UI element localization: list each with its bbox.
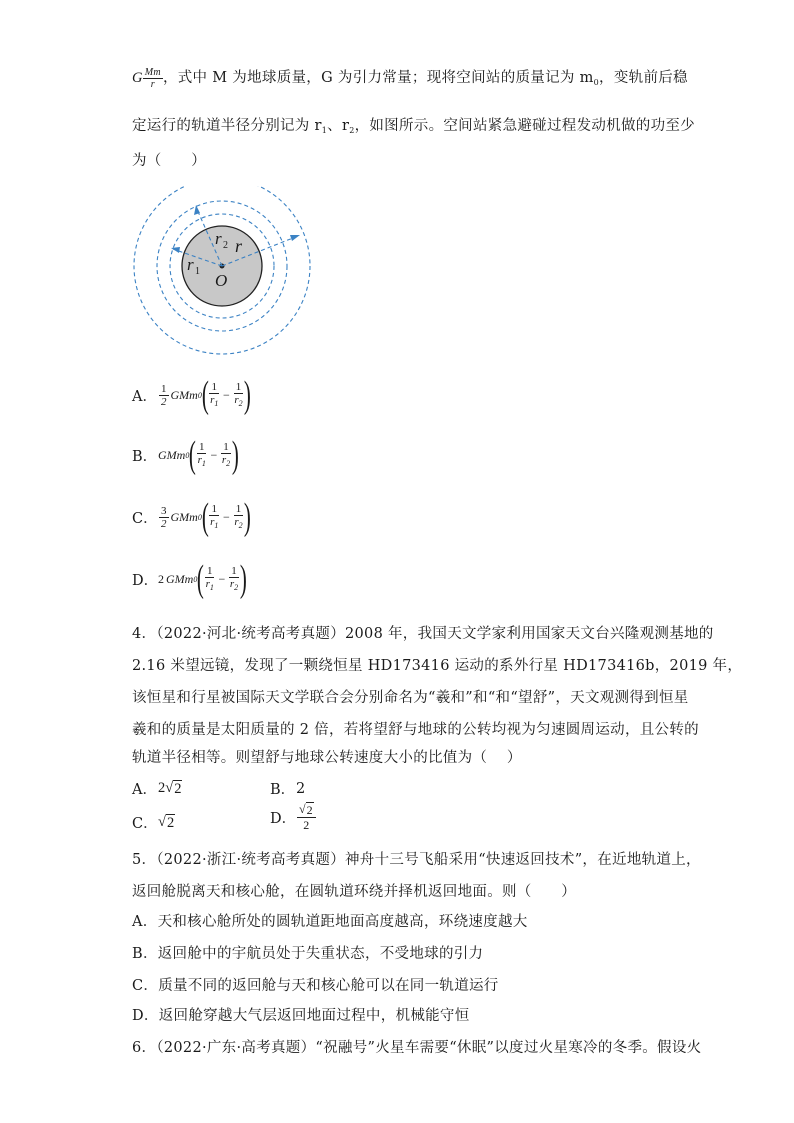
label-r1: r (187, 255, 194, 274)
right-paren: ) (244, 374, 252, 416)
q4-line-5: 轨道半径相等。则望舒与地球公转速度大小的比值为（ ） (132, 750, 522, 766)
q3-option-c[interactable]: C． $\frac{3}{2}$ GMm 0 ( $\frac{1}{r_1}$ − $\frac{1}{r_2}$ ) (132, 496, 252, 538)
intro-line-1: G $\frac{Mm}{r}$ ，式中 M 为地球质量，G 为引力常量；现将空间站的质量记为 $m_0$，变轨前后稳 (132, 66, 688, 90)
label-r: r (235, 236, 243, 256)
q5-option-c[interactable]: C．质量不同的返回舱与天和核心舱可以在同一轨道运行 (132, 978, 499, 994)
label-r1-sub: 1 (195, 266, 200, 277)
right-paren: ) (231, 434, 239, 476)
sqrt-symbol: √ 2 (299, 802, 313, 817)
q4-line-4: 羲和的质量是太阳质量的 2 倍，若将望舒与地球的公转均视为匀速圆周运动，且公转的 (132, 722, 699, 738)
orbit-diagram (132, 186, 316, 358)
left-paren: ( (197, 558, 205, 600)
sqrt-symbol: √ 2 (158, 813, 175, 831)
q4-line-1: 4．（2022·河北·统考高考真题）2008 年，我国天文学家利用国家天文台兴隆观测基地的 (132, 626, 714, 642)
intro-line-3: 为（ ） (132, 153, 206, 169)
q5-line-2: 返回舱脱离天和核心舱，在圆轨道环绕并择机返回地面。则（ ） (132, 884, 576, 900)
potential-fraction: $\frac{Mm}{r}$ (144, 66, 161, 90)
left-paren: ( (201, 374, 209, 416)
coef-fraction: $\frac{1}{2}$ (161, 382, 167, 408)
sqrt-symbol: √ 2 (165, 779, 182, 797)
q6-line-1: 6．（2022·广东·高考真题）“祝融号”火星车需要“休眠”以度过火星寒冷的冬季。假设火 (132, 1040, 702, 1056)
q4-option-b[interactable]: B． 2 (270, 780, 306, 798)
q5-option-d[interactable]: D．返回舱穿越大气层返回地面过程中，机械能守恒 (132, 1008, 470, 1024)
q5-line-1: 5．（2022·浙江·统考高考真题）神舟十三号飞船采用“快速返回技术”，在近地轨道上， (132, 852, 701, 868)
q3-option-d[interactable]: D． 2 GMm 0 ( $\frac{1}{r_1}$ − $\frac{1}{r_2}$ ) (132, 558, 247, 600)
left-paren: ( (201, 496, 209, 538)
arrowhead-r (290, 235, 300, 241)
gravity-constant-G: G (132, 70, 143, 86)
q4-option-c[interactable]: C． √ 2 (132, 813, 175, 832)
label-r2-sub: 2 (223, 240, 228, 251)
q4-option-a[interactable]: A． 2√ 2 (132, 779, 182, 798)
q5-option-a[interactable]: A．天和核心舱所处的圆轨道距地面高度越高，环绕速度越大 (132, 914, 528, 930)
left-paren: ( (189, 434, 197, 476)
q3-option-a[interactable]: A． $\frac{1}{2}$ GMm 0 ( $\frac{1}{r_1}$ − $\frac{1}{r_2}$ ) (132, 374, 252, 416)
q4-option-d[interactable]: D． √ 2 2 (270, 802, 317, 832)
right-paren: ) (239, 558, 247, 600)
coef-fraction: $\frac{3}{2}$ (161, 504, 167, 530)
q4-line-3: 该恒星和行星被国际天文学联合会分别命名为“羲和”和“和“望舒”，天文观测得到恒星 (132, 690, 689, 706)
intro-line-2: 定运行的轨道半径分别记为 $r_1$、$r_2$，如图所示。空间站紧急避碰过程发动机做的功至少 (132, 118, 695, 135)
label-r2: r (215, 229, 222, 248)
q3-option-b[interactable]: B． GMm 0 ( $\frac{1}{r_1}$ − $\frac{1}{r_2}$ ) (132, 434, 239, 476)
label-O: O (215, 271, 228, 290)
q5-option-b[interactable]: B．返回舱中的宇航员处于失重状态，不受地球的引力 (132, 946, 484, 962)
right-paren: ) (244, 496, 252, 538)
q4-line-2: 2.16 米望远镜，发现了一颗绕恒星 HD173416 运动的系外行星 HD173416b，2019 年， (132, 658, 743, 674)
